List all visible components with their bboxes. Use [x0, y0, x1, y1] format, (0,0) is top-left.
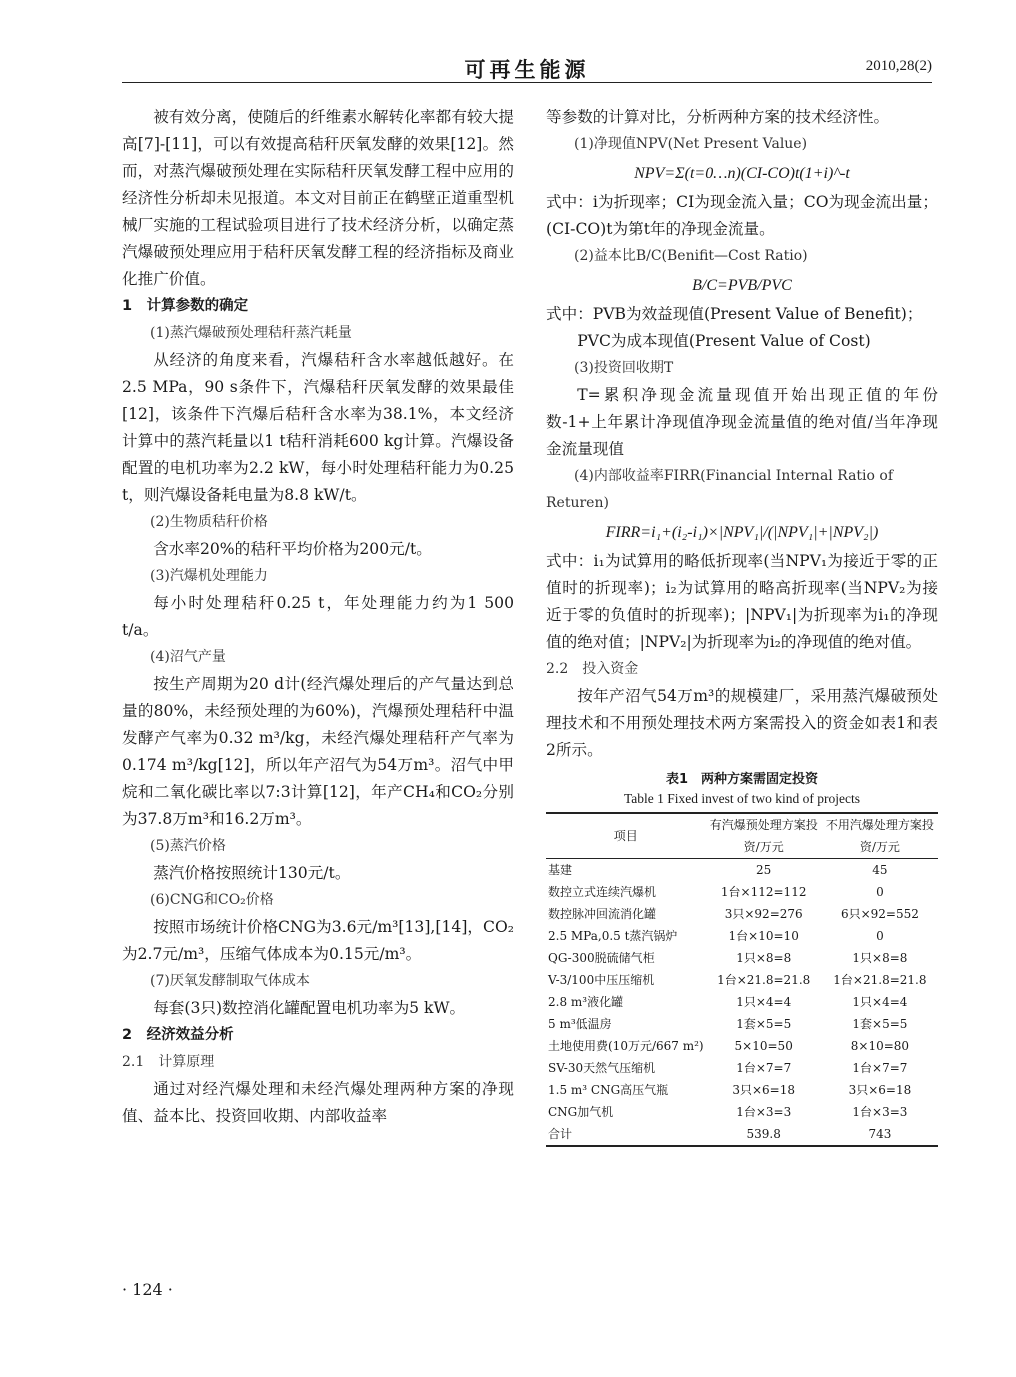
table-row — [546, 991, 938, 1013]
paragraph: 式中：i为折现率；CI为现金流入量；CO为现金流出量；(CI-CO)t为第t年的净现金流量。 — [546, 193, 938, 238]
paragraph: 等参数的计算对比，分析两种方案的技术经济性。 — [546, 108, 890, 126]
paragraph: 每套(3只)数控消化罐配置电机功率为5 kW。 — [153, 999, 466, 1017]
table-cell: 1台×21.8=21.8 — [833, 973, 927, 987]
paragraph: 通过对经汽爆处理和未经汽爆处理两种方案的净现值、益本比、投资回收期、内部收益率 — [122, 1080, 514, 1125]
section-2-heading: 2 经济效益分析 — [122, 1027, 234, 1043]
table-cell: 1台×10=10 — [728, 929, 799, 943]
table-cell: 45 — [872, 863, 888, 877]
table-row — [546, 1101, 938, 1123]
paragraph: 从经济的角度来看，汽爆秸秆含水率越低越好。在2.5 MPa，90 s条件下，汽爆秸秆厌氧发酵的效果最佳[12]，该条件下汽爆后秸秆含水率为38.1%，本文经济计算中的蒸汽耗量以1 t秸秆消耗600 kg计算。汽爆设备配置的电机功率为2.2 kW，每小时处理秸秆能力为0.25 t，则汽爆设备耗电量为8.8 kW/t。 — [122, 351, 514, 504]
table-cell: 2.5 MPa,0.5 t蒸汽锅炉 — [548, 929, 678, 943]
intro-paragraph: 被有效分离，使随后的纤维素水解转化率都有较大提高[7]-[11]，可以有效提高秸秆厌氧发酵的效果[12]。然而，对蒸汽爆破预处理在实际秸秆厌氧发酵工程中应用的经济性分析却未见报道。本文对目前正在鹤壁正道重型机械厂实施的工程试验项目进行了技术经济分析，以确定蒸汽爆破预处理应用于秸秆厌氧发酵工程的经济指标及商业化推广价值。 — [122, 108, 514, 288]
table-cell: 539.8 — [706, 1123, 822, 1146]
subsection-heading: (3)汽爆机处理能力 — [150, 568, 268, 584]
table-cell: 1台×3=3 — [736, 1105, 792, 1119]
table-cell: 3只×6=18 — [732, 1083, 796, 1097]
table-row — [546, 881, 938, 903]
table-cell: 1只×4=4 — [736, 995, 792, 1009]
table-row — [546, 1123, 938, 1146]
table-cell: QG-300脱硫储气柜 — [548, 951, 655, 965]
formula-title: (2)益本比B/C(Benifit—Cost Ratio) — [574, 248, 808, 264]
table-row — [546, 925, 938, 947]
table-cell: 1台×7=7 — [852, 1061, 908, 1075]
table-cell: 5×10=50 — [734, 1039, 793, 1053]
journal-title: 可再生能源 — [464, 57, 590, 82]
left-column — [122, 104, 514, 1130]
table-cell: 1.5 m³ CNG高压气瓶 — [548, 1083, 669, 1097]
paragraph: 式中：PVB为效益现值(Present Value of Benefit)； — [546, 305, 923, 323]
npv-formula: NPV=Σ(t=0…n)(CI-CO)t(1+i)^-t — [634, 165, 850, 182]
paragraph: 按照市场统计价格CNG为3.6元/m³[13],[14]，CO₂为2.7元/m³，压缩气体成本为0.15元/m³。 — [122, 918, 514, 963]
subsection-heading: (2)生物质秸秆价格 — [150, 514, 268, 530]
paragraph: 蒸汽价格按照统计130元/t。 — [153, 864, 351, 882]
table-caption-english: Table 1 Fixed invest of two kind of projects — [623, 791, 860, 806]
subsection-heading: (5)蒸汽价格 — [150, 838, 226, 854]
table-row — [546, 1057, 938, 1079]
table-row — [546, 859, 938, 882]
column-header: 不用汽爆处理方案投资/万元 — [822, 813, 938, 859]
table-row — [546, 903, 938, 925]
right-column — [546, 104, 938, 1147]
table-cell: 土地使用费(10万元/667 m²) — [548, 1039, 704, 1053]
issue-number: 2010,28(2) — [865, 58, 932, 74]
table-row — [546, 1079, 938, 1101]
subsection-heading: (1)蒸汽爆破预处理秸秆蒸汽耗量 — [150, 325, 352, 341]
table-cell: 数控脉冲回流消化罐 — [548, 907, 657, 921]
table-cell: 3只×92=276 — [724, 907, 803, 921]
subsection-heading: (6)CNG和CO₂价格 — [150, 892, 274, 908]
table-cell: 1套×5=5 — [736, 1017, 792, 1031]
table-cell: 1套×5=5 — [852, 1017, 908, 1031]
table-cell: 0 — [876, 885, 884, 899]
table-cell: 6只×92=552 — [840, 907, 919, 921]
column-header: 项目 — [546, 813, 706, 859]
table-cell: 数控立式连续汽爆机 — [548, 885, 657, 899]
page-number: · 124 · — [122, 1280, 173, 1299]
table-cell: 1台×3=3 — [852, 1105, 908, 1119]
paragraph: T=累积净现金流量现值开始出现正值的年份数-1+上年累计净现值净现金流量值的绝对值/当年净现金流量现值 — [546, 386, 938, 458]
table-row — [546, 969, 938, 991]
table-cell: 1只×8=8 — [852, 951, 908, 965]
paragraph: 含水率20%的秸秆平均价格为200元/t。 — [153, 540, 432, 558]
table-caption: 表1 两种方案需固定投资 — [665, 772, 819, 787]
table-cell: 1只×8=8 — [736, 951, 792, 965]
table-cell: 1台×21.8=21.8 — [717, 973, 811, 987]
table-cell: 0 — [876, 929, 884, 943]
firr-formula: FIRR=i₁+(i₂-i₁)×|NPV₁|/(|NPV₁|+|NPV₂|) — [605, 524, 879, 541]
formula-title: (1)净现值NPV(Net Present Value) — [574, 136, 808, 152]
subsection-heading: (4)沼气产量 — [150, 649, 226, 665]
table-cell: V-3/100中压压缩机 — [548, 973, 655, 987]
paragraph: 每小时处理秸秆0.25 t，年处理能力约为1 500 t/a。 — [122, 594, 514, 639]
table-cell: 3只×6=18 — [848, 1083, 912, 1097]
table-cell: 1台×112=112 — [720, 885, 807, 899]
table-cell: 合计 — [546, 1123, 706, 1146]
table-cell: SV-30天然气压缩机 — [548, 1061, 656, 1075]
bc-formula: B/C=PVB/PVC — [692, 277, 792, 294]
table-row — [546, 1035, 938, 1057]
paragraph: PVC为成本现值(Present Value of Cost) — [577, 332, 871, 350]
table-row — [546, 1013, 938, 1035]
table-cell: CNG加气机 — [548, 1105, 614, 1119]
column-header: 有汽爆预处理方案投资/万元 — [706, 813, 822, 859]
table-cell: 1台×7=7 — [736, 1061, 792, 1075]
formula-title: (4)内部收益率FIRR(Financial Internal Ratio of Returen) — [546, 468, 894, 511]
table-cell: 基建 — [548, 863, 573, 877]
subsection-heading: 2.2 投入资金 — [546, 661, 639, 677]
table-cell: 1只×4=4 — [852, 995, 908, 1009]
running-header — [122, 52, 932, 83]
table-cell: 25 — [756, 863, 772, 877]
table-cell: 5 m³低温房 — [548, 1017, 612, 1031]
formula-title: (3)投资回收期T — [574, 360, 674, 376]
paragraph: 式中：i₁为试算用的略低折现率(当NPV₁为接近于零的正值时的折现率)；i₂为试算用的略高折现率(当NPV₂为接近于零的负值时的折现率)；|NPV₁|为折现率为i₁的净现值的绝对值；|NPV₂|为折现率为i₂的净现值的绝对值。 — [546, 552, 938, 651]
subsection-heading: 2.1 计算原理 — [122, 1054, 215, 1070]
paragraph: 按生产周期为20 d计(经汽爆处理后的产气量达到总量的80%，未经预处理的为60%)，汽爆预处理秸秆中温发酵产气率为0.32 m³/kg，未经汽爆处理秸秆产气率为0.174 m³/kg[12]，所以年产沼气为54万m³。沼气中甲烷和二氧化碳比率以7:3计算[12]，年产CH₄和CO₂分别为37.8万m³和16.2万m³。 — [122, 675, 514, 828]
table-header-row — [546, 813, 938, 859]
section-1-heading: 1 计算参数的确定 — [122, 298, 249, 314]
paragraph: 按年产沼气54万m³的规模建厂，采用蒸汽爆破预处理技术和不用预处理技术两方案需投入的资金如表1和表2所示。 — [546, 687, 938, 759]
table-cell: 743 — [822, 1123, 938, 1146]
table-cell: 2.8 m³液化罐 — [548, 995, 624, 1009]
table-row — [546, 947, 938, 969]
table-cell: 8×10=80 — [850, 1039, 910, 1053]
subsection-heading: (7)厌氧发酵制取气体成本 — [150, 973, 310, 989]
fixed-investment-table — [546, 812, 938, 1147]
